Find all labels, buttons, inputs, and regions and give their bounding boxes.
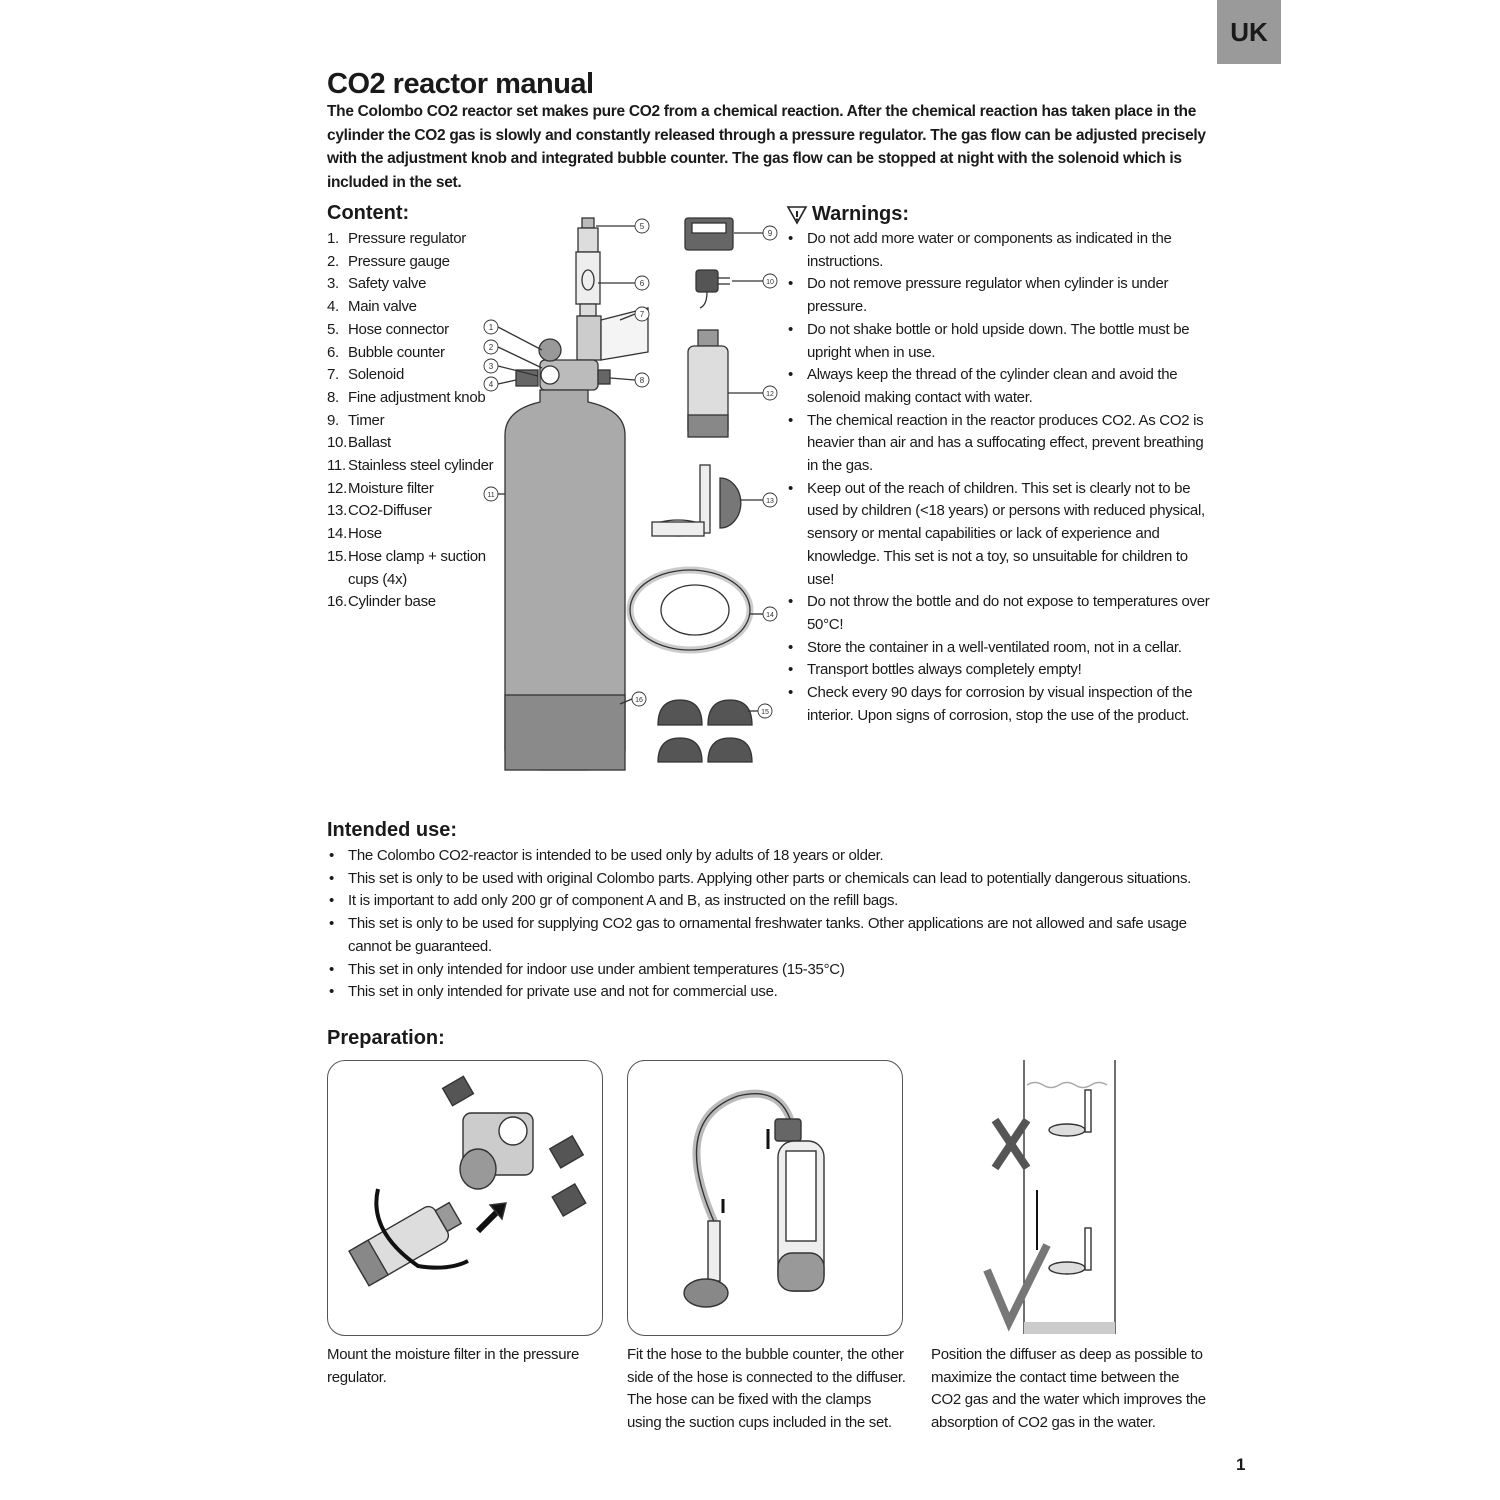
callout-label: 8 (639, 376, 645, 385)
warning-item: • Do not shake bottle or hold upside down. The bottle must be upright when in use. (786, 319, 1211, 364)
use-item: • This set in only intended for indoor use under ambient temperatures (15-35°C) (327, 959, 1207, 982)
use-item: • The Colombo CO2-reactor is intended to be used only by adults of 18 years or older. (327, 845, 1207, 868)
warning-item: • Do not remove pressure regulator when cylinder is under pressure. (786, 273, 1211, 318)
callout-label: 1 (488, 323, 494, 332)
callout-label: 6 (639, 279, 645, 288)
content-heading: Content: (327, 202, 410, 224)
content-item: 6. Bubble counter (327, 343, 445, 361)
warning-triangle-icon (786, 205, 808, 225)
content-item: 11. Stainless steel cylinder (327, 457, 494, 475)
content-item: 12. Moisture filter (327, 479, 434, 497)
callout-label: 15 (761, 709, 769, 716)
content-item: 3. Safety valve (327, 275, 427, 293)
callout-label: 7 (639, 310, 645, 319)
warnings-heading: Warnings: (812, 203, 910, 225)
intro-paragraph: The Colombo CO2 reactor set makes pure CO2 from a chemical reaction. After the chemical reaction has taken place in the cylinder the CO2 gas is slowly and constantly released through a pressure regulator. The gas flow can be adjusted precisely with the adjustment knob and integrated bubble counter. The gas flow can be stopped at night with the solenoid which is included in the set. (327, 103, 1206, 191)
warning-item: • Keep out of the reach of children. This set is clearly not to be used by children (<18 years) or persons with reduced physical, sensory or mental capabilities or lack of experience and knowledge. This set is not a toy, so unsuitable for children to use! (786, 478, 1211, 592)
page-number: 1 (1236, 1455, 1246, 1474)
callout-label: 5 (639, 222, 645, 231)
content-item: 4. Main valve (327, 298, 417, 316)
content-item: 1. Pressure regulator (327, 230, 466, 247)
callout-label: 9 (767, 229, 773, 238)
warning-item: • Check every 90 days for corrosion by visual inspection of the interior. Upon signs of corrosion, stop the use of the product. (786, 682, 1211, 727)
warning-item: • The chemical reaction in the reactor produces CO2. As CO2 is heavier than air and has a suffocating effect, prevent breathing in the gas. (786, 410, 1211, 478)
use-item: • This set in only intended for private use and not for commercial use. (327, 981, 1207, 1004)
warning-item: • Transport bottles always completely empty! (786, 659, 1211, 682)
callout-label: 13 (766, 498, 774, 505)
content-item: 10. Ballast (327, 434, 391, 452)
warnings-list (786, 228, 1211, 727)
intended-use-list (327, 845, 1207, 1004)
callout-label: 2 (488, 343, 494, 352)
callout-label: 10 (766, 279, 774, 286)
warning-item: • Do not throw the bottle and do not expose to temperatures over 50°C! (786, 591, 1211, 636)
use-item: • It is important to add only 200 gr of component A and B, as instructed on the refill bags. (327, 890, 1207, 913)
content-item: 13. CO2-Diffuser (327, 502, 432, 520)
content-item: 16. Cylinder base (327, 593, 436, 611)
use-item: • This set is only to be used for supplying CO2 gas to ornamental freshwater tanks. Other applications are not allowed and safe usage cannot be guaranteed. (327, 913, 1207, 958)
step-1-caption: Mount the moisture filter in the pressure regulator. (327, 1346, 579, 1386)
content-item: 8. Fine adjustment knob (327, 388, 486, 406)
content-item: 9. Timer (327, 411, 385, 429)
warning-item: • Store the container in a well-ventilated room, not in a cellar. (786, 637, 1211, 660)
preparation-heading: Preparation: (327, 1027, 445, 1049)
callout-label: 4 (488, 380, 494, 389)
page-title: CO2 reactor manual (327, 68, 594, 100)
step-3-illustration (927, 1060, 1203, 1336)
warning-item: • Do not add more water or components as indicated in the instructions. (786, 228, 1211, 273)
content-item: 14. Hose (327, 525, 382, 543)
use-item: • This set is only to be used with original Colombo parts. Applying other parts or chemicals can lead to potentially dangerous situations. (327, 868, 1207, 891)
step-2-illustration (627, 1060, 903, 1336)
callout-label: 11 (487, 492, 495, 499)
intended-use-heading: Intended use: (327, 819, 458, 841)
content-list (327, 228, 502, 614)
warnings-header (786, 203, 909, 226)
step-2-caption: Fit the hose to the bubble counter, the other side of the hose is connected to the diffuser. The hose can be fixed with the clamps using the suction cups included in the set. (627, 1346, 906, 1432)
content-item: 2. Pressure gauge (327, 252, 450, 270)
callout-label: 12 (766, 391, 774, 398)
callout-label: 14 (766, 612, 774, 619)
callout-label: 16 (635, 697, 643, 704)
step-3-caption: Position the diffuser as deep as possible to maximize the contact time between the CO2 gas and the water which improves the absorption of CO2 gas in the water. (931, 1346, 1206, 1432)
product-diagram (480, 210, 780, 780)
step-1-illustration (327, 1060, 603, 1336)
language-tab: UK (1217, 0, 1281, 64)
content-item: 7. Solenoid (327, 366, 404, 384)
warning-item: • Always keep the thread of the cylinder clean and avoid the solenoid making contact with water. (786, 364, 1211, 409)
content-item: 5. Hose connector (327, 320, 449, 338)
callout-label: 3 (488, 362, 494, 371)
content-item: 15. Hose clamp + suction cups (4x) (327, 547, 486, 588)
